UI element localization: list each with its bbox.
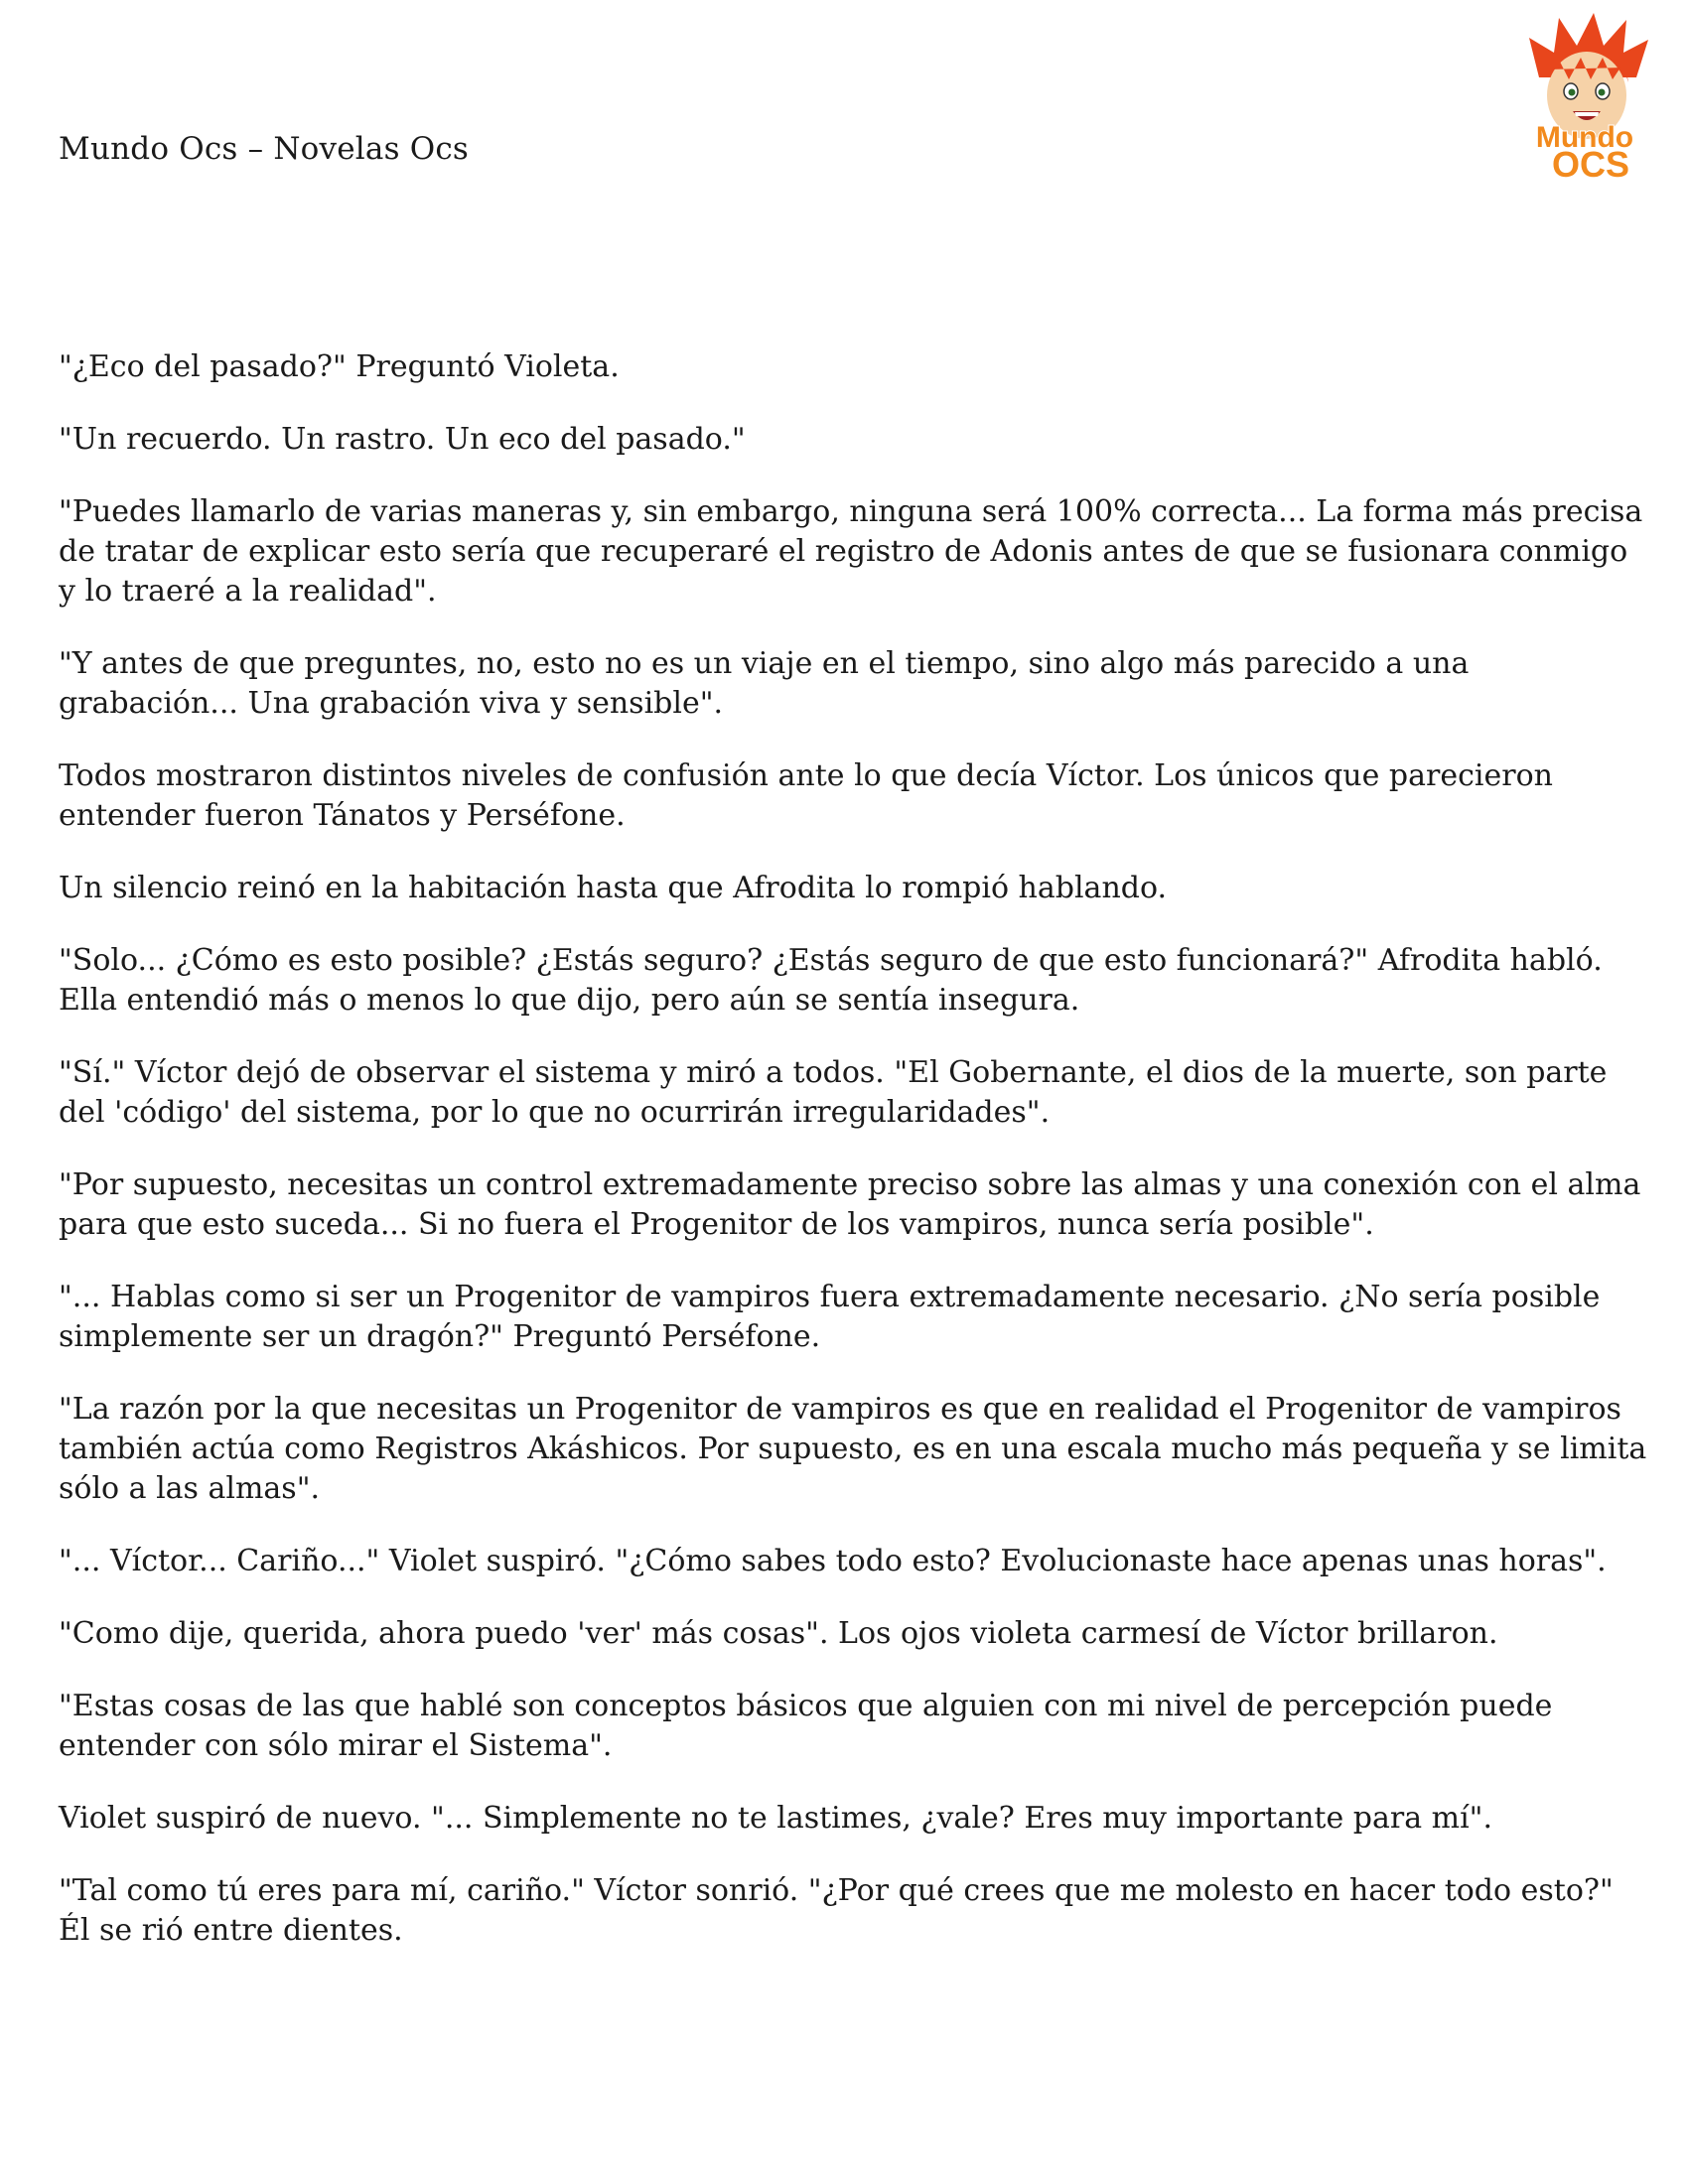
paragraph: "Estas cosas de las que hablé son conceptos básicos que alguien con mi nivel de percepción puede entender con sólo mirar el Sistema". (59, 1689, 1553, 1763)
page-header-title: Mundo Ocs – Novelas Ocs (59, 131, 470, 167)
mundo-ocs-logo (1499, 8, 1673, 182)
paragraph: "Puedes llamarlo de varias maneras y, sin embargo, ninguna será 100% correcta... La forma más precisa de tratar de explicar esto sería que recuperaré el registro de Adonis antes de que se fusionara conmigo y lo traeré a la realidad". (59, 494, 1643, 609)
paragraph: "¿Eco del pasado?" Preguntó Violeta. (59, 349, 620, 384)
paragraph: Un silencio reinó en la habitación hasta que Afrodita lo rompió hablando. (59, 871, 1168, 905)
paragraph: "La razón por la que necesitas un Progenitor de vampiros es que en realidad el Progenitor de vampiros también actúa como Registros Akáshicos. Por supuesto, es en una escala mucho más pequeña y se limita sólo a las almas". (59, 1392, 1647, 1506)
svg-text:OCS: OCS (1551, 144, 1630, 182)
svg-text:Mundo: Mundo (1535, 121, 1634, 154)
paragraph: "Un recuerdo. Un rastro. Un eco del pasado." (59, 422, 746, 457)
novel-body (59, 347, 1647, 1983)
paragraph: "Solo... ¿Cómo es esto posible? ¿Estás seguro? ¿Estás seguro de que esto funcionará?" Afrodita habló. Ella entendió más o menos lo que dijo, pero aún se sentía insegura. (59, 943, 1603, 1018)
paragraph: Todos mostraron distintos niveles de confusión ante lo que decía Víctor. Los únicos que parecieron entender fueron Tánatos y Perséfone. (59, 758, 1553, 833)
paragraph: "Por supuesto, necesitas un control extremadamente preciso sobre las almas y una conexión con el alma para que esto suceda... Si no fuera el Progenitor de los vampiros, nunca sería posible". (59, 1167, 1641, 1242)
paragraph: "Y antes de que preguntes, no, esto no es un viaje en el tiempo, sino algo más parecido a una grabación... Una grabación viva y sensible". (59, 646, 1470, 721)
paragraph: "... Víctor... Cariño..." Violet suspiró. "¿Cómo sabes todo esto? Evolucionaste hace apenas unas horas". (59, 1544, 1607, 1578)
paragraph: "Sí." Víctor dejó de observar el sistema y miró a todos. "El Gobernante, el dios de la muerte, son parte del 'código' del sistema, por lo que no ocurrirán irregularidades". (59, 1055, 1608, 1130)
paragraph: "Tal como tú eres para mí, cariño." Víctor sonrió. "¿Por qué crees que me molesto en hacer todo esto?" Él se rió entre dientes. (59, 1873, 1614, 1948)
paragraph: "Como dije, querida, ahora puedo 'ver' más cosas". Los ojos violeta carmesí de Víctor brillaron. (59, 1616, 1498, 1651)
paragraph: "... Hablas como si ser un Progenitor de vampiros fuera extremadamente necesario. ¿No sería posible simplemente ser un dragón?" Preguntó Perséfone. (59, 1280, 1601, 1354)
paragraph: Violet suspiró de nuevo. "... Simplemente no te lastimes, ¿vale? Eres muy importante para mí". (59, 1801, 1492, 1836)
